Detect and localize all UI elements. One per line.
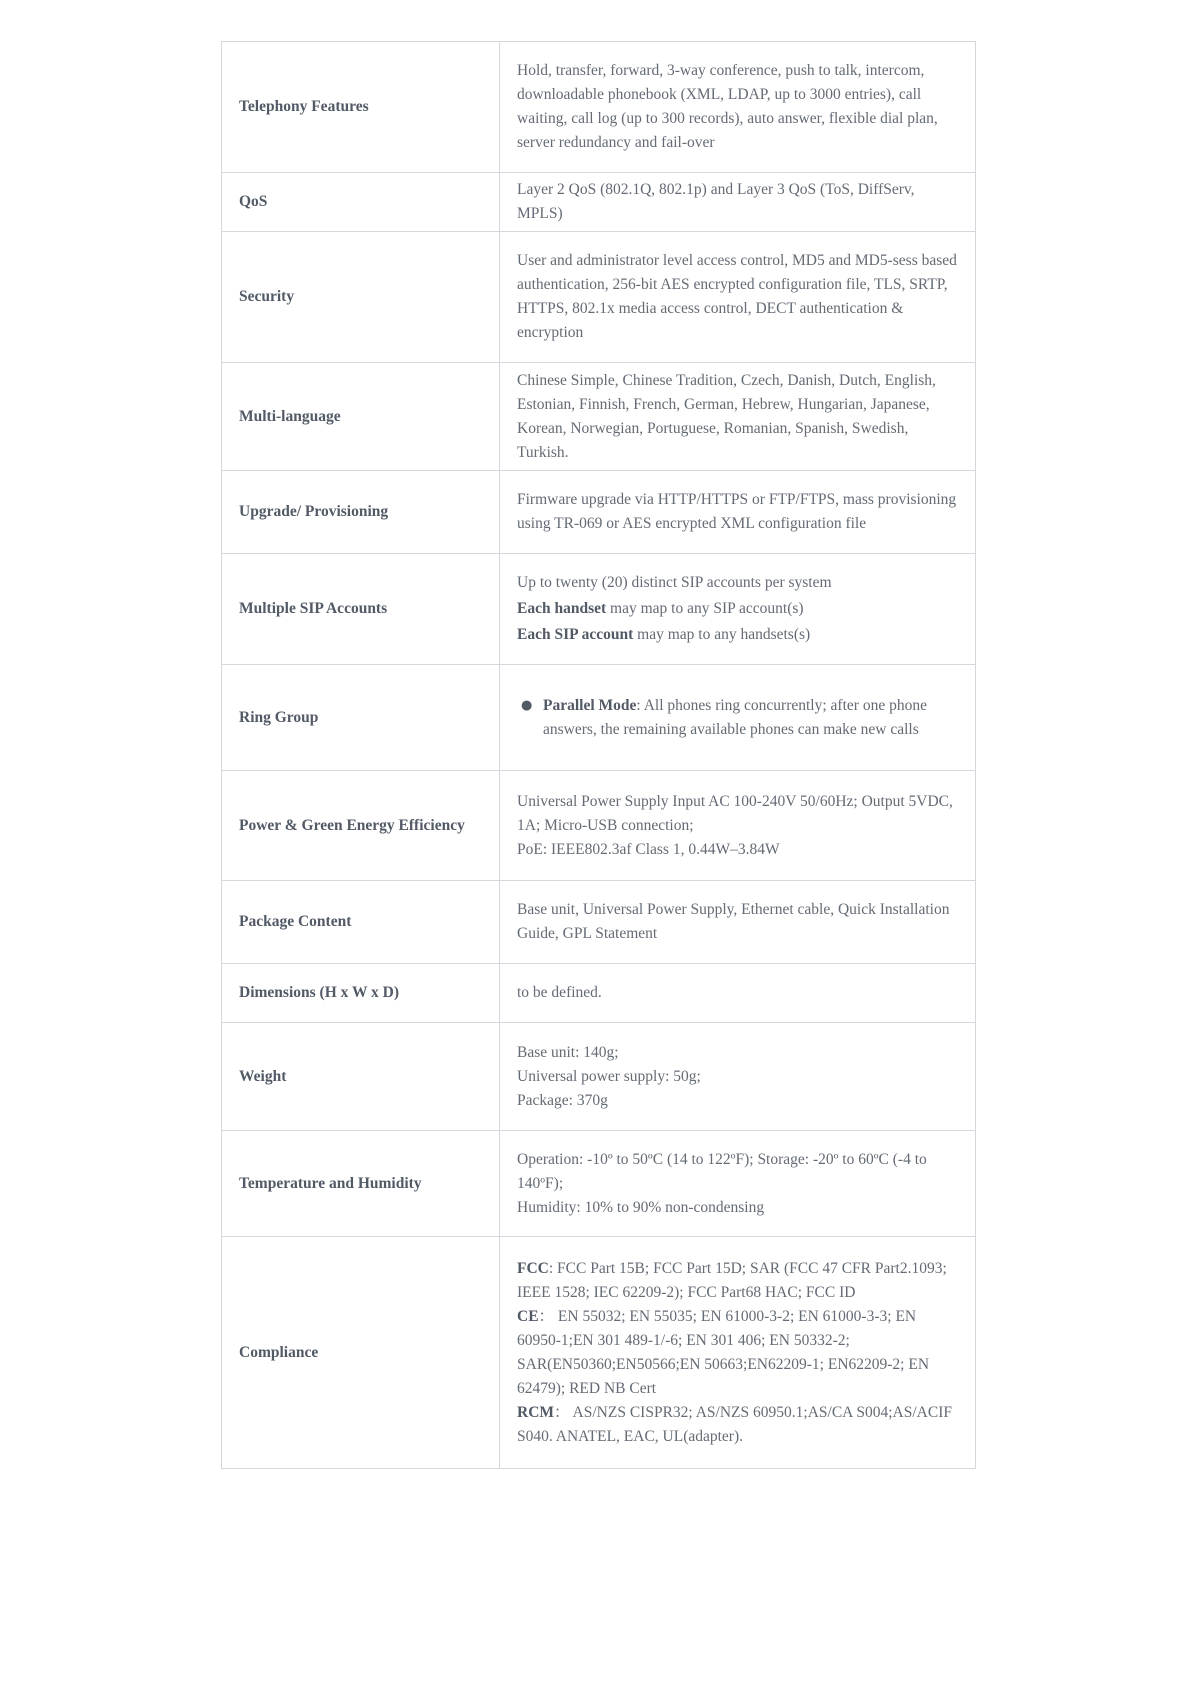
value-line: Universal Power Supply Input AC 100-240V 50/60Hz; Output 5VDC, 1A; Micro-USB connection; <box>517 792 953 834</box>
value-line: Chinese Simple, Chinese Tradition, Czech, Danish, Dutch, English, Estonian, Finnish, French, German, Hebrew, Hungarian, Japanese, Korean, Norwegian, Portuguese, Romanian, Spanish, Swedish, Turkish. <box>517 371 936 461</box>
value-line: Firmware upgrade via HTTP/HTTPS or FTP/FTPS, mass provisioning using TR-069 or AES encrypted XML configuration file <box>517 491 957 532</box>
value-line: Up to twenty (20) distinct SIP accounts per system <box>517 574 832 591</box>
row-label: Ring Group <box>222 665 500 771</box>
value-line: Universal power supply: 50g; <box>517 1067 701 1085</box>
value-line <box>517 596 957 622</box>
table-row <box>222 771 976 881</box>
row-label: Compliance <box>222 1237 500 1469</box>
row-value <box>500 881 976 964</box>
value-line: Layer 2 QoS (802.1Q, 802.1p) and Layer 3 QoS (ToS, DiffServ, MPLS) <box>517 181 915 222</box>
bullet-icon: ● <box>521 697 533 713</box>
rcm-text: ： AS/NZS CISPR32; AS/NZS 60950.1;AS/CA S004;AS/ACIF S040. ANATEL, EAC, UL(adapter). <box>517 1403 952 1445</box>
table-row <box>222 363 976 471</box>
table-row <box>222 471 976 554</box>
handset-term: Each handset <box>517 600 607 617</box>
row-value <box>500 665 976 771</box>
value-line: Base unit, Universal Power Supply, Ethernet cable, Quick Installation Guide, GPL Statement <box>517 901 950 942</box>
value-line: Operation: -10º to 50ºC (14 to 122ºF); Storage: -20º to 60ºC (-4 to 140ºF); <box>517 1150 927 1192</box>
table-row <box>222 881 976 964</box>
row-value <box>500 42 976 173</box>
row-value <box>500 1023 976 1131</box>
row-value <box>500 1237 976 1469</box>
row-value <box>500 771 976 881</box>
fcc-line <box>517 1257 957 1305</box>
row-value <box>500 232 976 363</box>
table-row <box>222 554 976 665</box>
row-value <box>500 1131 976 1237</box>
value-line: to be defined. <box>517 984 602 1001</box>
row-label: Dimensions (H x W x D) <box>222 964 500 1023</box>
table-row <box>222 665 976 771</box>
sip-account-text: may map to any handsets(s) <box>633 626 811 643</box>
ce-term: CE <box>517 1307 539 1325</box>
value-line: Humidity: 10% to 90% non-condensing <box>517 1198 765 1216</box>
table-row <box>222 1237 976 1469</box>
value-line: Base unit: 140g; <box>517 1043 619 1061</box>
table-row <box>222 232 976 363</box>
handset-text: may map to any SIP account(s) <box>606 600 804 617</box>
value-line: Package: 370g <box>517 1091 608 1109</box>
row-label: Power & Green Energy Efficiency <box>222 771 500 881</box>
row-value <box>500 173 976 232</box>
fcc-text: : FCC Part 15B; FCC Part 15D; SAR (FCC 47 CFR Part2.1093; IEEE 1528; IEC 62209-2); FCC Part68 HAC; FCC ID <box>517 1259 947 1301</box>
table-row <box>222 1131 976 1237</box>
fcc-term: FCC <box>517 1259 549 1277</box>
table-row <box>222 173 976 232</box>
list-item <box>519 694 957 742</box>
row-label: Weight <box>222 1023 500 1131</box>
table-row <box>222 1023 976 1131</box>
row-value <box>500 964 976 1023</box>
spec-table <box>221 41 976 1469</box>
row-label: Multi-language <box>222 363 500 471</box>
row-label: Upgrade/ Provisioning <box>222 471 500 554</box>
row-label: Package Content <box>222 881 500 964</box>
row-value <box>500 554 976 665</box>
ce-line <box>517 1305 957 1401</box>
row-value <box>500 471 976 554</box>
ce-text: ： EN 55032; EN 55035; EN 61000-3-2; EN 61000-3-3; EN 60950-1;EN 301 489-1/-6; EN 301 406; EN 50332-2; SAR(EN50360;EN50566;EN 50663;EN62209-1; EN62209-2; EN 62479); RED NB Cert <box>517 1307 930 1397</box>
row-label: Telephony Features <box>222 42 500 173</box>
value-line: Hold, transfer, forward, 3-way conference, push to talk, intercom, downloadable phonebook (XML, LDAP, up to 3000 entries), call waiting, call log (up to 300 records), auto answer, flexible dial plan, server redundancy and fail-over <box>517 62 938 151</box>
value-line <box>517 622 957 648</box>
row-label: Temperature and Humidity <box>222 1131 500 1237</box>
table-row <box>222 964 976 1023</box>
value-line: User and administrator level access control, MD5 and MD5-sess based authentication, 256-bit AES encrypted configuration file, TLS, SRTP, HTTPS, 802.1x media access control, DECT authentication & encryption <box>517 252 957 341</box>
parallel-mode-term: Parallel Mode <box>543 696 637 714</box>
sip-account-term: Each SIP account <box>517 626 634 643</box>
row-label: Security <box>222 232 500 363</box>
bullet-list <box>517 694 957 742</box>
parallel-mode-text: : All phones ring concurrently; after one phone answers, the remaining available phones can make new calls <box>543 696 927 738</box>
table-row <box>222 42 976 173</box>
rcm-term: RCM <box>517 1403 555 1421</box>
row-label: QoS <box>222 173 500 232</box>
value-line: PoE: IEEE802.3af Class 1, 0.44W–3.84W <box>517 840 780 858</box>
rcm-line <box>517 1401 957 1449</box>
row-value <box>500 363 976 471</box>
row-label: Multiple SIP Accounts <box>222 554 500 665</box>
